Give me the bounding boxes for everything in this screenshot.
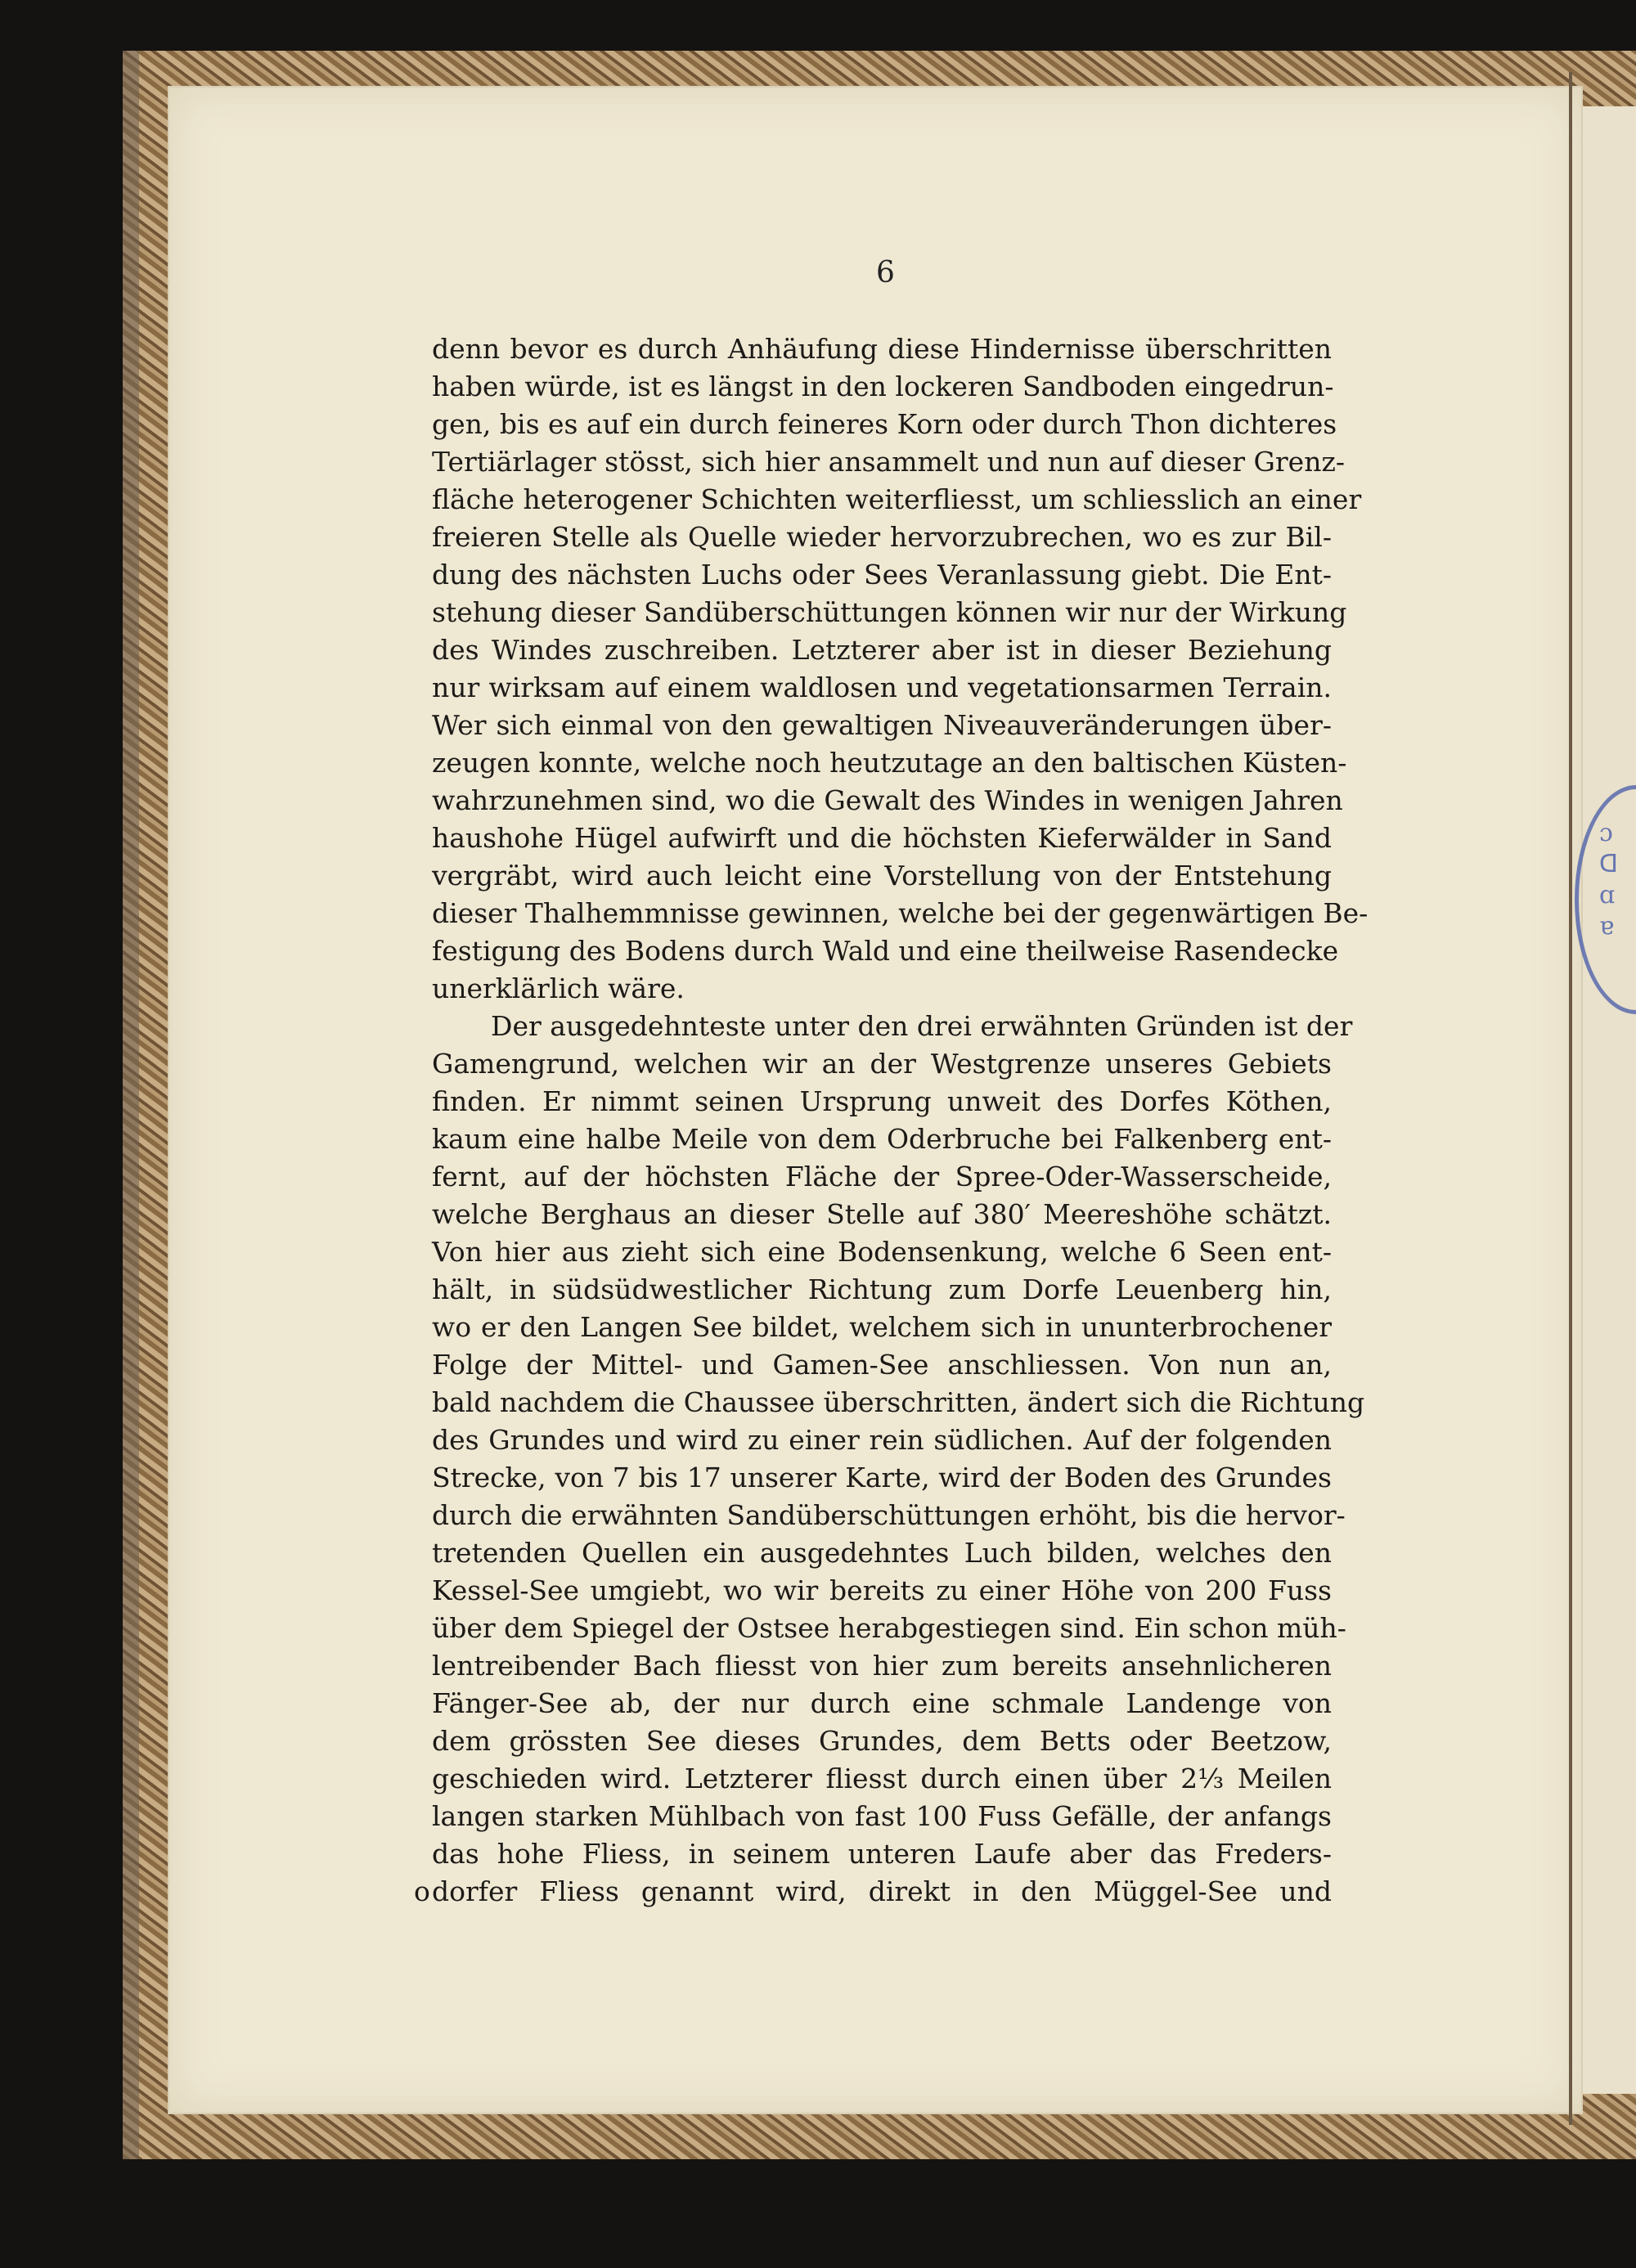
library-stamp-lettering: ɔ ᗡ ɑ ɐ — [1599, 819, 1619, 941]
body-text — [432, 330, 1369, 1911]
text-line: Fänger-See ab, der nur durch eine schmale Landenge von — [432, 1687, 1332, 1719]
text-line-paragraph-start: Der ausgedehnteste unter den drei erwähnten Gründen ist der — [491, 1010, 1353, 1042]
text-line: des Windes zuschreiben. Letzterer aber ist in dieser Beziehung — [432, 634, 1332, 666]
text-line: lentreibender Bach fliesst von hier zum bereits ansehnlicheren — [432, 1650, 1332, 1682]
text-line: dorfer Fliess genannt wird, direkt in den Müggel-See und — [432, 1875, 1332, 1907]
text-line: bald nachdem die Chaussee überschritten, ändert sich die Richtung — [432, 1386, 1365, 1418]
text-line: Von hier aus zieht sich eine Bodensenkung, welche 6 Seen ent- — [432, 1236, 1332, 1268]
text-line: freieren Stelle als Quelle wieder hervorzubrechen, wo es zur Bil- — [432, 521, 1332, 553]
text-line: dieser Thalhemmnisse gewinnen, welche bei der gegenwärtigen Be- — [432, 897, 1369, 929]
text-line: nur wirksam auf einem waldlosen und vegetationsarmen Terrain. — [432, 671, 1332, 703]
text-line: stehung dieser Sandüberschüttungen können wir nur der Wirkung — [432, 596, 1347, 628]
text-line: gen, bis es auf ein durch feineres Korn oder durch Thon dichteres — [432, 408, 1337, 440]
text-line: Folge der Mittel- und Gamen-See anschliessen. Von nun an, — [432, 1349, 1332, 1381]
text-line: das hohe Fliess, in seinem unteren Laufe aber das Freders- — [432, 1838, 1332, 1870]
page-number: 6 — [876, 256, 895, 290]
text-line: wahrzunehmen sind, wo die Gewalt des Windes in wenigen Jahren — [432, 784, 1343, 816]
text-line: haben würde, ist es längst in den lockeren Sandboden eingedrun- — [432, 371, 1334, 402]
text-line: des Grundes und wird zu einer rein südlichen. Auf der folgenden — [432, 1424, 1332, 1456]
text-line: Kessel-See umgiebt, wo wir bereits zu einer Höhe von 200 Fuss — [432, 1574, 1332, 1606]
margin-mark: o — [414, 1875, 430, 1907]
text-line: welche Berghaus an dieser Stelle auf 380′ Meereshöhe schätzt. — [432, 1198, 1332, 1230]
text-line: denn bevor es durch Anhäufung diese Hindernisse überschritten — [432, 333, 1332, 365]
text-line: fernt, auf der höchsten Fläche der Spree-Oder-Wasserscheide, — [432, 1161, 1332, 1192]
text-line: finden. Er nimmt seinen Ursprung unweit des Dorfes Köthen, — [432, 1085, 1332, 1117]
text-line: Wer sich einmal von den gewaltigen Niveauveränderungen über- — [432, 709, 1332, 741]
text-line: tretenden Quellen ein ausgedehntes Luch bilden, welches den — [432, 1537, 1332, 1569]
text-line: wo er den Langen See bildet, welchem sich in ununterbrochener — [432, 1311, 1332, 1343]
text-line: Strecke, von 7 bis 17 unserer Karte, wird der Boden des Grundes — [432, 1462, 1332, 1493]
gutter-edge — [1569, 72, 1572, 2125]
text-line: zeugen konnte, welche noch heutzutage an den baltischen Küsten- — [432, 747, 1347, 779]
text-line: hält, in südsüdwestlicher Richtung zum Dorfe Leuenberg hin, — [432, 1273, 1332, 1305]
cover-binding-strip — [123, 51, 139, 2159]
text-line: festigung des Bodens durch Wald und eine theilweise Rasendecke — [432, 935, 1339, 967]
text-line: Gamengrund, welchen wir an der Westgrenze unseres Gebiets — [432, 1048, 1332, 1080]
text-line: vergräbt, wird auch leicht eine Vorstellung von der Entstehung — [432, 860, 1332, 891]
text-line: über dem Spiegel der Ostsee herabgestiegen sind. Ein schon müh- — [432, 1612, 1346, 1644]
text-line: durch die erwähnten Sandüberschüttungen erhöht, bis die hervor- — [432, 1499, 1346, 1531]
text-line: unerklärlich wäre. — [432, 972, 685, 1004]
text-line: Tertiärlager stösst, sich hier ansammelt und nun auf dieser Grenz- — [432, 446, 1346, 478]
text-line: dung des nächsten Luchs oder Sees Veranlassung giebt. Die Ent- — [432, 559, 1332, 591]
text-line: geschieden wird. Letzterer fliesst durch einen über 2⅓ Meilen — [432, 1763, 1332, 1794]
text-line: fläche heterogener Schichten weiterfliesst, um schliesslich an einer — [432, 483, 1362, 515]
text-line: langen starken Mühlbach von fast 100 Fuss Gefälle, der anfangs — [432, 1800, 1332, 1832]
text-line: haushohe Hügel aufwirft und die höchsten Kieferwälder in Sand — [432, 822, 1332, 854]
text-line: dem grössten See dieses Grundes, dem Betts oder Beetzow, — [432, 1725, 1332, 1757]
text-line: kaum eine halbe Meile von dem Oderbruche bei Falkenberg ent- — [432, 1123, 1332, 1155]
